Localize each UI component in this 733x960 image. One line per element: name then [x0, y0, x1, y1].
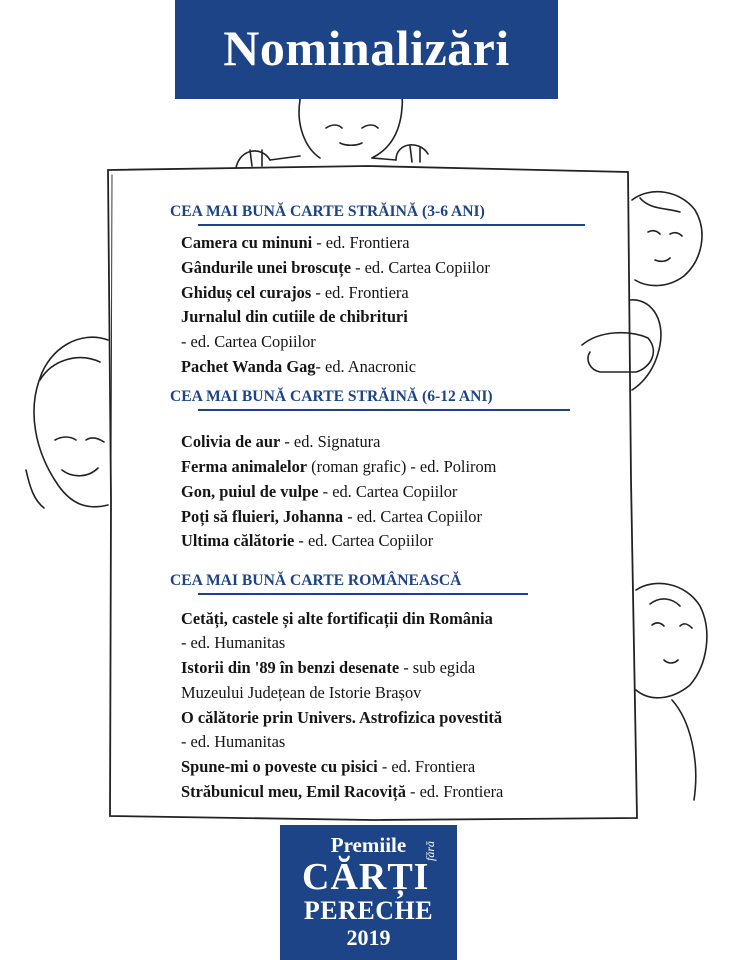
book-title: Cetăți, castele și alte fortificații din România [181, 609, 493, 628]
list-item [181, 757, 475, 777]
publisher: - ed. Signatura [280, 432, 381, 451]
list-item [181, 357, 416, 377]
book-title: Ferma animalelor [181, 457, 308, 476]
section-title-romanian: CEA MAI BUNĂ CARTE ROMÂNEASCĂ [170, 572, 462, 589]
logo-line-year: 2019 [346, 925, 391, 950]
list-item [181, 609, 493, 629]
section-title-foreign-3-6: CEA MAI BUNĂ CARTE STRĂINĂ (3-6 ANI) [170, 203, 485, 220]
book-title: Ultima călătorie [181, 531, 295, 550]
list-item [181, 283, 409, 303]
publisher: - ed. Frontiera [311, 283, 409, 302]
logo-line-fara: fără [423, 840, 437, 861]
list-item [181, 683, 421, 703]
book-title: Colivia de aur [181, 432, 281, 451]
list-item [181, 507, 482, 527]
publisher: - ed. Cartea Copiilor [318, 482, 458, 501]
publisher: - sub egida [399, 658, 476, 677]
section-title-foreign-6-12: CEA MAI BUNĂ CARTE STRĂINĂ (6-12 ANI) [170, 388, 493, 405]
section-underline [198, 409, 570, 411]
logo-line-pereche: PERECHE [303, 896, 434, 925]
list-item [181, 658, 475, 678]
publisher: - ed. Frontiera [312, 233, 410, 252]
list-item [181, 233, 410, 253]
publisher: - ed. Humanitas [181, 633, 286, 652]
book-title: Ghiduș cel curajos [181, 283, 312, 302]
list-item [181, 258, 490, 278]
book-title: Gândurile unei broscuțe [181, 258, 351, 277]
publisher: (roman grafic) - ed. Polirom [307, 457, 497, 476]
list-item [181, 708, 502, 728]
page-title: Nominalizări [175, 0, 558, 99]
list-item [181, 307, 408, 327]
list-item [181, 457, 496, 477]
publisher: - ed. Cartea Copiilor [351, 258, 490, 277]
publisher: - ed. Humanitas [181, 732, 286, 751]
publisher: - ed. Cartea Copiilor [343, 507, 482, 526]
list-item [181, 732, 285, 752]
list-item [181, 332, 316, 352]
section-underline [198, 224, 585, 226]
book-title: Poți să fluieri, Johanna [181, 507, 344, 526]
list-item [181, 633, 285, 653]
logo-line-premiile: Premiile [330, 833, 407, 857]
book-title: Străbunicul meu, Emil Racoviță [181, 782, 406, 801]
list-item [181, 531, 433, 551]
book-title: Jurnalul din cutiile de chibrituri [181, 307, 408, 326]
book-title: Spune-mi o poveste cu pisici [181, 757, 378, 776]
publisher: - ed. Frontiera [405, 782, 504, 801]
book-title: O călătorie prin Univers. Astrofizica povestită [181, 708, 503, 727]
book-title: Camera cu minuni [181, 233, 313, 252]
book-title: Pachet Wanda Gag [181, 357, 316, 376]
logo-line-carti: CĂRȚI [302, 856, 430, 898]
publisher: - ed. Cartea Copiilor [181, 332, 316, 351]
book-title: Gon, puiul de vulpe [181, 482, 319, 501]
list-item [181, 432, 380, 452]
award-logo [280, 825, 457, 960]
section-underline [198, 593, 528, 595]
book-title: Istorii din '89 în benzi desenate [181, 658, 400, 677]
publisher: - ed. Frontiera [377, 757, 476, 776]
list-item [181, 482, 457, 502]
publisher: Muzeului Județean de Istorie Brașov [181, 683, 422, 702]
publisher: - ed. Cartea Copiilor [294, 531, 434, 550]
list-item [181, 782, 503, 802]
publisher: - ed. Anacronic [315, 357, 417, 376]
